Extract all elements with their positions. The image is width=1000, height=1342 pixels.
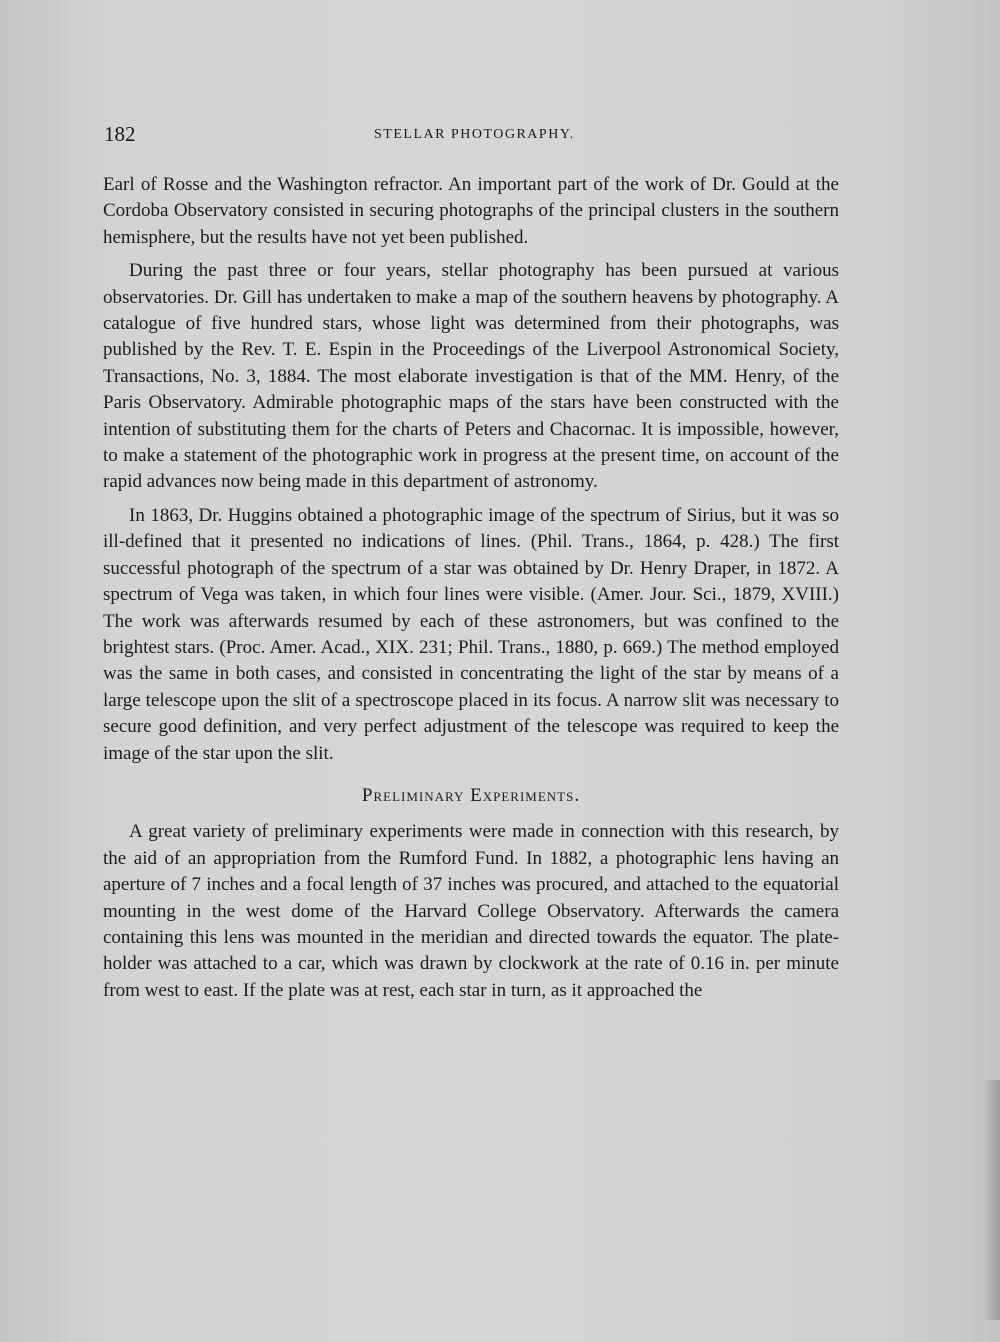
- page-edge-shadow: [982, 1080, 1000, 1320]
- paragraph-preliminary-experiments: A great variety of preliminary experiments were made in connection with this research, by the aid of an appropriation from the Rumford Fund. In 1882, a photographic lens having an aperture of 7 inches and a focal length of 37 inches was procured, and attached to the equatorial mounting in the west dome of the Harvard College Observatory. Afterwards the camera containing this lens was mounted in the meridian and directed towards the equator. The plate-holder was attached to a car, which was drawn by clockwork at the rate of 0.16 in. per minute from west to east. If the plate was at rest, each star in turn, as it approached the: [103, 821, 839, 1001]
- paragraph-stellar-photography: During the past three or four years, stellar photography has been pursued at various observatories. Dr. Gill has undertaken to make a map of the southern heavens by photography. A catalogue of five hundred stars, whose light was determined from their photographs, was published by the Rev. T. E. Espin in the Proceedings of the Liverpool Astronomical Society, Transactions, No. 3, 1884. The most elaborate investigation is that of the MM. Henry, of the Paris Observatory. Admirable photographic maps of the stars have been constructed with the intention of substituting them for the charts of Peters and Chacornac. It is impossible, however, to make a statement of the photographic work in progress at the present time, on account of the rapid advances now being made in this department of astronomy.: [103, 260, 839, 493]
- running-head: [104, 122, 844, 152]
- paragraph-huggins: In 1863, Dr. Huggins obtained a photographic image of the spectrum of Sirius, but it was so ill-defined that it presented no indications of lines. (Phil. Trans., 1864, p. 428.) The first successful photograph of the spectrum of a star was obtained by Dr. Henry Draper, in 1872. A spectrum of Vega was taken, in which four lines were visible. (Amer. Jour. Sci., 1879, XVIII.) The work was afterwards resumed by each of these astronomers, but was confined to the brightest stars. (Proc. Amer. Acad., XIX. 231; Phil. Trans., 1880, p. 669.) The method employed was the same in both cases, and consisted in concentrating the light of the star by means of a large telescope upon the slit of a spectroscope placed in its focus. A narrow slit was necessary to secure good definition, and very perfect adjustment of the telescope was required to keep the image of the star upon the slit.: [103, 504, 839, 764]
- page-number: 182: [104, 122, 136, 146]
- section-heading: Preliminary Experiments.: [361, 784, 581, 806]
- paragraph-continued: Earl of Rosse and the Washington refractor. An important part of the work of Dr. Gould at the Cordoba Observatory consisted in securing photographs of the principal clusters in the southern hemisphere, but the results have not yet been published.: [103, 174, 839, 248]
- running-title: STELLAR PHOTOGRAPHY.: [374, 127, 575, 142]
- body-text: [103, 172, 839, 1004]
